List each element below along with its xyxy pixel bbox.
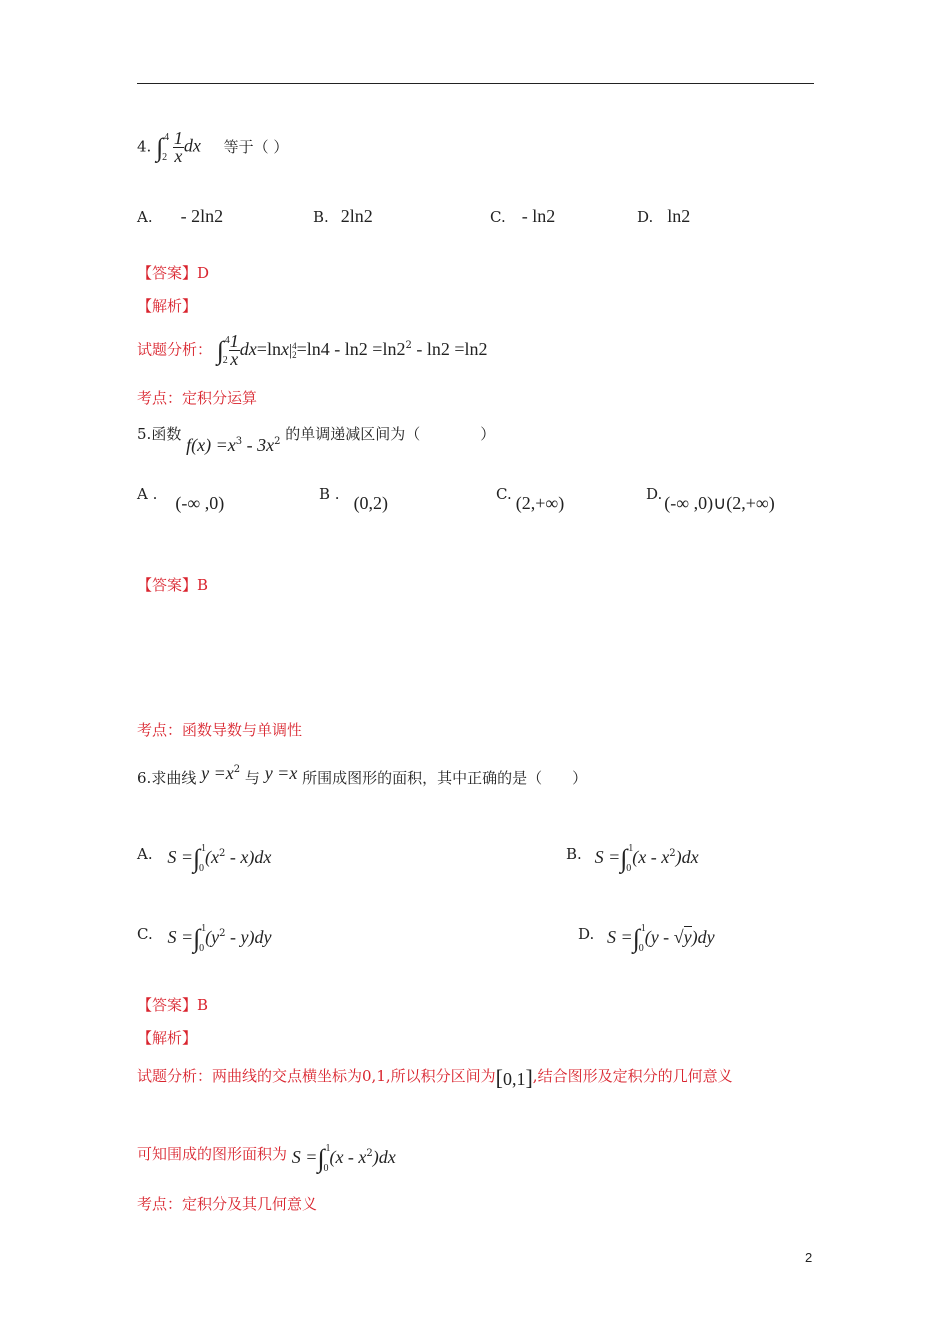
q4-stem-text: 等于（ ） [223, 137, 289, 156]
q4-option-c[interactable]: C. - ln2 [490, 206, 556, 226]
q6-option-d[interactable]: D. S =∫ 1 0 (y - √y)dy [578, 923, 715, 954]
q6-answer: 【答案】B [137, 996, 209, 1014]
q6-analysis-line2: 可知围成的图形面积为 S =∫ 1 0 $(x - x^2)dx$ [137, 1143, 396, 1174]
q4-option-d[interactable]: D. ln2 [637, 206, 691, 226]
q6-analysis-line1: 试题分析：两曲线的交点横坐标为0,1,所以积分区间为[0,1],结合图形及定积分的几何意义 [137, 1065, 733, 1090]
q5-option-c[interactable]: C. (2,+∞) [496, 485, 565, 513]
q5-option-a[interactable]: A . (-∞ ,0) [137, 485, 225, 513]
q4-stem [137, 130, 288, 165]
q6-point: 考点：定积分及其几何意义 [137, 1195, 318, 1213]
q4-answer: 【答案】D [137, 264, 210, 282]
q4-answer-value: D [197, 264, 210, 282]
q6-analysis-label: 【解析】 [137, 1029, 198, 1047]
q5-option-b[interactable]: B . (0,2) [319, 485, 389, 513]
q6-option-a[interactable]: A. S =∫ 1 0 $(x^2 - x)dx$ [137, 843, 272, 874]
q5-stem: 5.函数 $f(x) =x^3 - 3x^2$ 的单调递减区间为（ ） [137, 425, 496, 455]
q6-option-b[interactable]: B. S =∫ 1 0 $(x - x^2)dx$ [566, 843, 699, 874]
q5-answer: 【答案】B [137, 576, 209, 594]
q4-integral-sign: ∫ 4 2 [156, 131, 170, 163]
q6-stem: 6.求曲线 $y =x^2$ 与 y =x 所围成图形的面积，其中正确的是（ ） [137, 763, 588, 787]
q4-option-a[interactable]: A. - 2ln2 [137, 206, 224, 226]
q5-point: 考点：函数导数与单调性 [137, 721, 303, 739]
q4-analysis-label: 【解析】 [137, 297, 198, 315]
q5-option-d[interactable]: D. (-∞ ,0)∪(2,+∞) [646, 485, 775, 513]
q4-option-b[interactable]: B. 2ln2 [313, 206, 373, 226]
header-rule [137, 83, 814, 84]
q4-analysis: 试题分析： ∫ 4 2 $\frac{1}{x}$ dx=lnx| 4 2 $=\ln 4 - \ln 2 =\ln 2^2 - \ln 2 =\ln 2$ [137, 331, 488, 369]
q6-interval: 0,1 [502, 1069, 526, 1089]
q4-fraction: $\frac{1}{x}$ [173, 128, 183, 166]
q4-point: 考点：定积分运算 [137, 389, 258, 407]
q4-differential: dx [183, 135, 201, 156]
q4-number: 4. [137, 137, 152, 156]
q4-analysis-integral-sign: ∫ 4 2 [216, 334, 230, 366]
page-number: 2 [805, 1250, 813, 1265]
q6-option-c[interactable]: C. S =∫ 1 0 $(y^2 - y)dy$ [137, 923, 272, 954]
sqrt-icon: √ [673, 927, 684, 947]
